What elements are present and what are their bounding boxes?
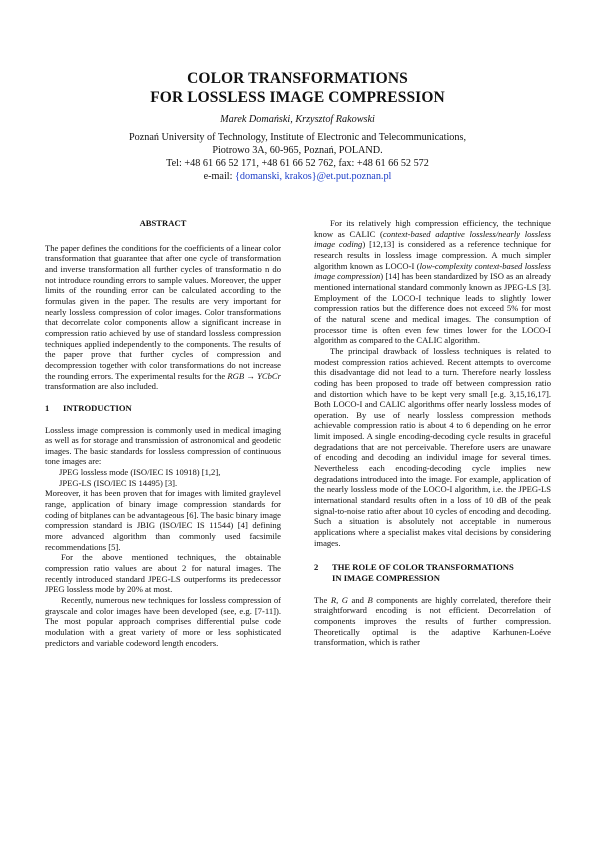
- abstract-text: [45, 243, 281, 392]
- abstract-body: The paper defines the conditions for the coefficients of a linear color transformation that guarantee that after one cycle of transformation and inverse transformation all further cycles of transformatio n do not introduce rounding errors to sample values. Moreover, the upper limits of the rounding error can be calculated according to the formulas given in the paper. The results are very important for nearly lossless compression of color images. Color transformations that decorrelate color components allow a significant increase in compression ratio achieved by use of standard lossless compression techniques applied independently to the components. The results of the paper prove that further cycles of compression and decompression together with color transformations do not increase the rounding errors. The experimental results for the: [45, 242, 281, 381]
- s2-text-c: and: [348, 594, 368, 605]
- section1-paragraph2: Moreover, it has been proven that for images with limited graylevel range, application of binary image compression standards for coding of bitplanes can be advantageous [6]. The basic binary image compression standard is JBIG (ISO/IEC IS 11544) [4] defining more advanced algorithm than commonly used facsimile recommendations [5].: [45, 488, 281, 552]
- affiliation-email: [0, 170, 595, 183]
- section2-title: [332, 562, 514, 583]
- section1-paragraph1: Lossless image compression is commonly used in medical imaging as well as for storage and transmission of astronomical and geodetic images. The basic standards for lossless compression of continuous tone images are:: [45, 424, 281, 467]
- section1-paragraph3: For the above mentioned techniques, the obtainable compression ratio values are about 2 for natural images. The recently introduced standard JPEG-LS outperforms its predecessor JPEG lossless mode by 20% at most.: [45, 552, 281, 595]
- calic-italic: context-based adaptive lossless/nearly lossless image coding: [314, 228, 551, 250]
- section2-title-line1: THE ROLE OF COLOR TRANSFORMATIONS: [332, 562, 514, 573]
- paper-authors: Marek Domański, Krzysztof Rakowski: [220, 114, 375, 125]
- calic-paragraph: [314, 218, 551, 346]
- s2-text-d: components are highly correlated, therefore their straightforward encoding is not efficient. Decorrelation of components improves the results of further compression. Theoretically optimal is the adaptive Karhunen-Loéve transformation, which is rather: [314, 594, 551, 648]
- section1-title: INTRODUCTION: [63, 402, 132, 413]
- s2-b: B: [367, 594, 373, 605]
- calic-text-c: ) [14] has been standardized by ISO as an already mentioned international standard commonly known as JPEG-LS [3]. Employment of the LOCO-I technique leads to slightly lower compression ratios but the difference does not exceed 5% for most of the natural scene and medical images. The consumption of processor time is often even few times lower for the LOCO-I algorithm as compared to the CALIC algorithm.: [314, 271, 551, 346]
- paper-title-line1: COLOR TRANSFORMATIONS: [187, 70, 408, 87]
- calic-text-b: ) [12,13] is considered as a reference technique for research results in lossless image compression. A much simpler algorithm known as LOCO-I (: [314, 239, 551, 271]
- section2-title-line2: IN IMAGE COMPRESSION: [332, 573, 440, 583]
- standard-list-item: JPEG lossless mode (ISO/IEC IS 10918) [1,2],: [59, 467, 221, 478]
- abstract-body-end: transformation are also included.: [45, 381, 159, 392]
- paper-title-line2: FOR LOSSLESS IMAGE COMPRESSION: [150, 89, 445, 106]
- left-column: [45, 218, 281, 648]
- section2-heading: [314, 562, 551, 583]
- affiliation-line2: Piotrowo 3A, 60-965, Poznań, POLAND.: [212, 145, 383, 156]
- standard-list-item: JPEG-LS (ISO/IEC IS 14495) [3].: [59, 477, 178, 488]
- right-column: [314, 218, 551, 648]
- drawback-paragraph: The principal drawback of lossless techniques is related to modest compression ratios achieved. Recent attempts to overcome this disadvantage did not lead to a turn. Therefore nearly lossless coding has been proposed to trade off between compression ratio and distortion which have to be kept very small [e.g. 3,15,16,17]. Both LOCO-I and CALIC algorithms offer nearly lossless modes of operation. By use of nearly lossless compression methods achievable compression ratio is about 4 to 6 depending on he error limit imposed. A single encoding-decoding cycle results in graceful degradations that are not perceivable. Therefore users are unaware of encoding and decoding an individul image for several times. Nevertheless each encoding-decoding cycle implies new degradations introduced into the image. For example, application of the nearly lossless mode of the LOCO-I algorithm, i.e. the JPEG-LS international standard results often in a loss of 10 dB of the peak signal-to-noise ratio after about 10 cycles of encoding and decoding. Such a situation is absolutely not acceptable in numerous applications where a specialist makes vital decisions by considering images.: [314, 345, 551, 548]
- s2-text-b: ,: [336, 594, 342, 605]
- affiliation-contact: Tel: +48 61 66 52 171, +48 61 66 52 762, fax: +48 61 66 52 572: [166, 158, 429, 169]
- section2-number: 2: [314, 562, 319, 573]
- affiliation-line1: Poznań University of Technology, Institute of Electronic and Telecommunications,: [128, 132, 467, 143]
- section1-paragraph4: Recently, numerous new techniques for lossless compression of grayscale and color images have been developed (see, e.g. [7-11]). The most popular approach comprises differential pulse code modulation with a great variety of more or less sophisticated predictors and variable codeword length encoders.: [45, 595, 281, 648]
- s2-text-a: The: [314, 594, 331, 605]
- loco-italic: low-complexity context-based lossless image compression: [314, 260, 551, 282]
- s2-r: R: [330, 594, 337, 605]
- email-prefix: e-mail:: [203, 171, 235, 182]
- s2-g: G: [341, 594, 349, 605]
- section1-heading: [45, 403, 281, 414]
- section1-number: 1: [45, 402, 50, 413]
- email-link[interactable]: {domanski, krakos}@et.put.poznan.pl: [235, 171, 392, 182]
- abstract-formula: RGB → YCbCr: [227, 370, 281, 381]
- calic-text-a: For its relatively high compression efficiency, the technique know as CALIC (: [314, 218, 551, 239]
- abstract-heading: ABSTRACT: [139, 218, 187, 228]
- section2-paragraph: [314, 595, 551, 648]
